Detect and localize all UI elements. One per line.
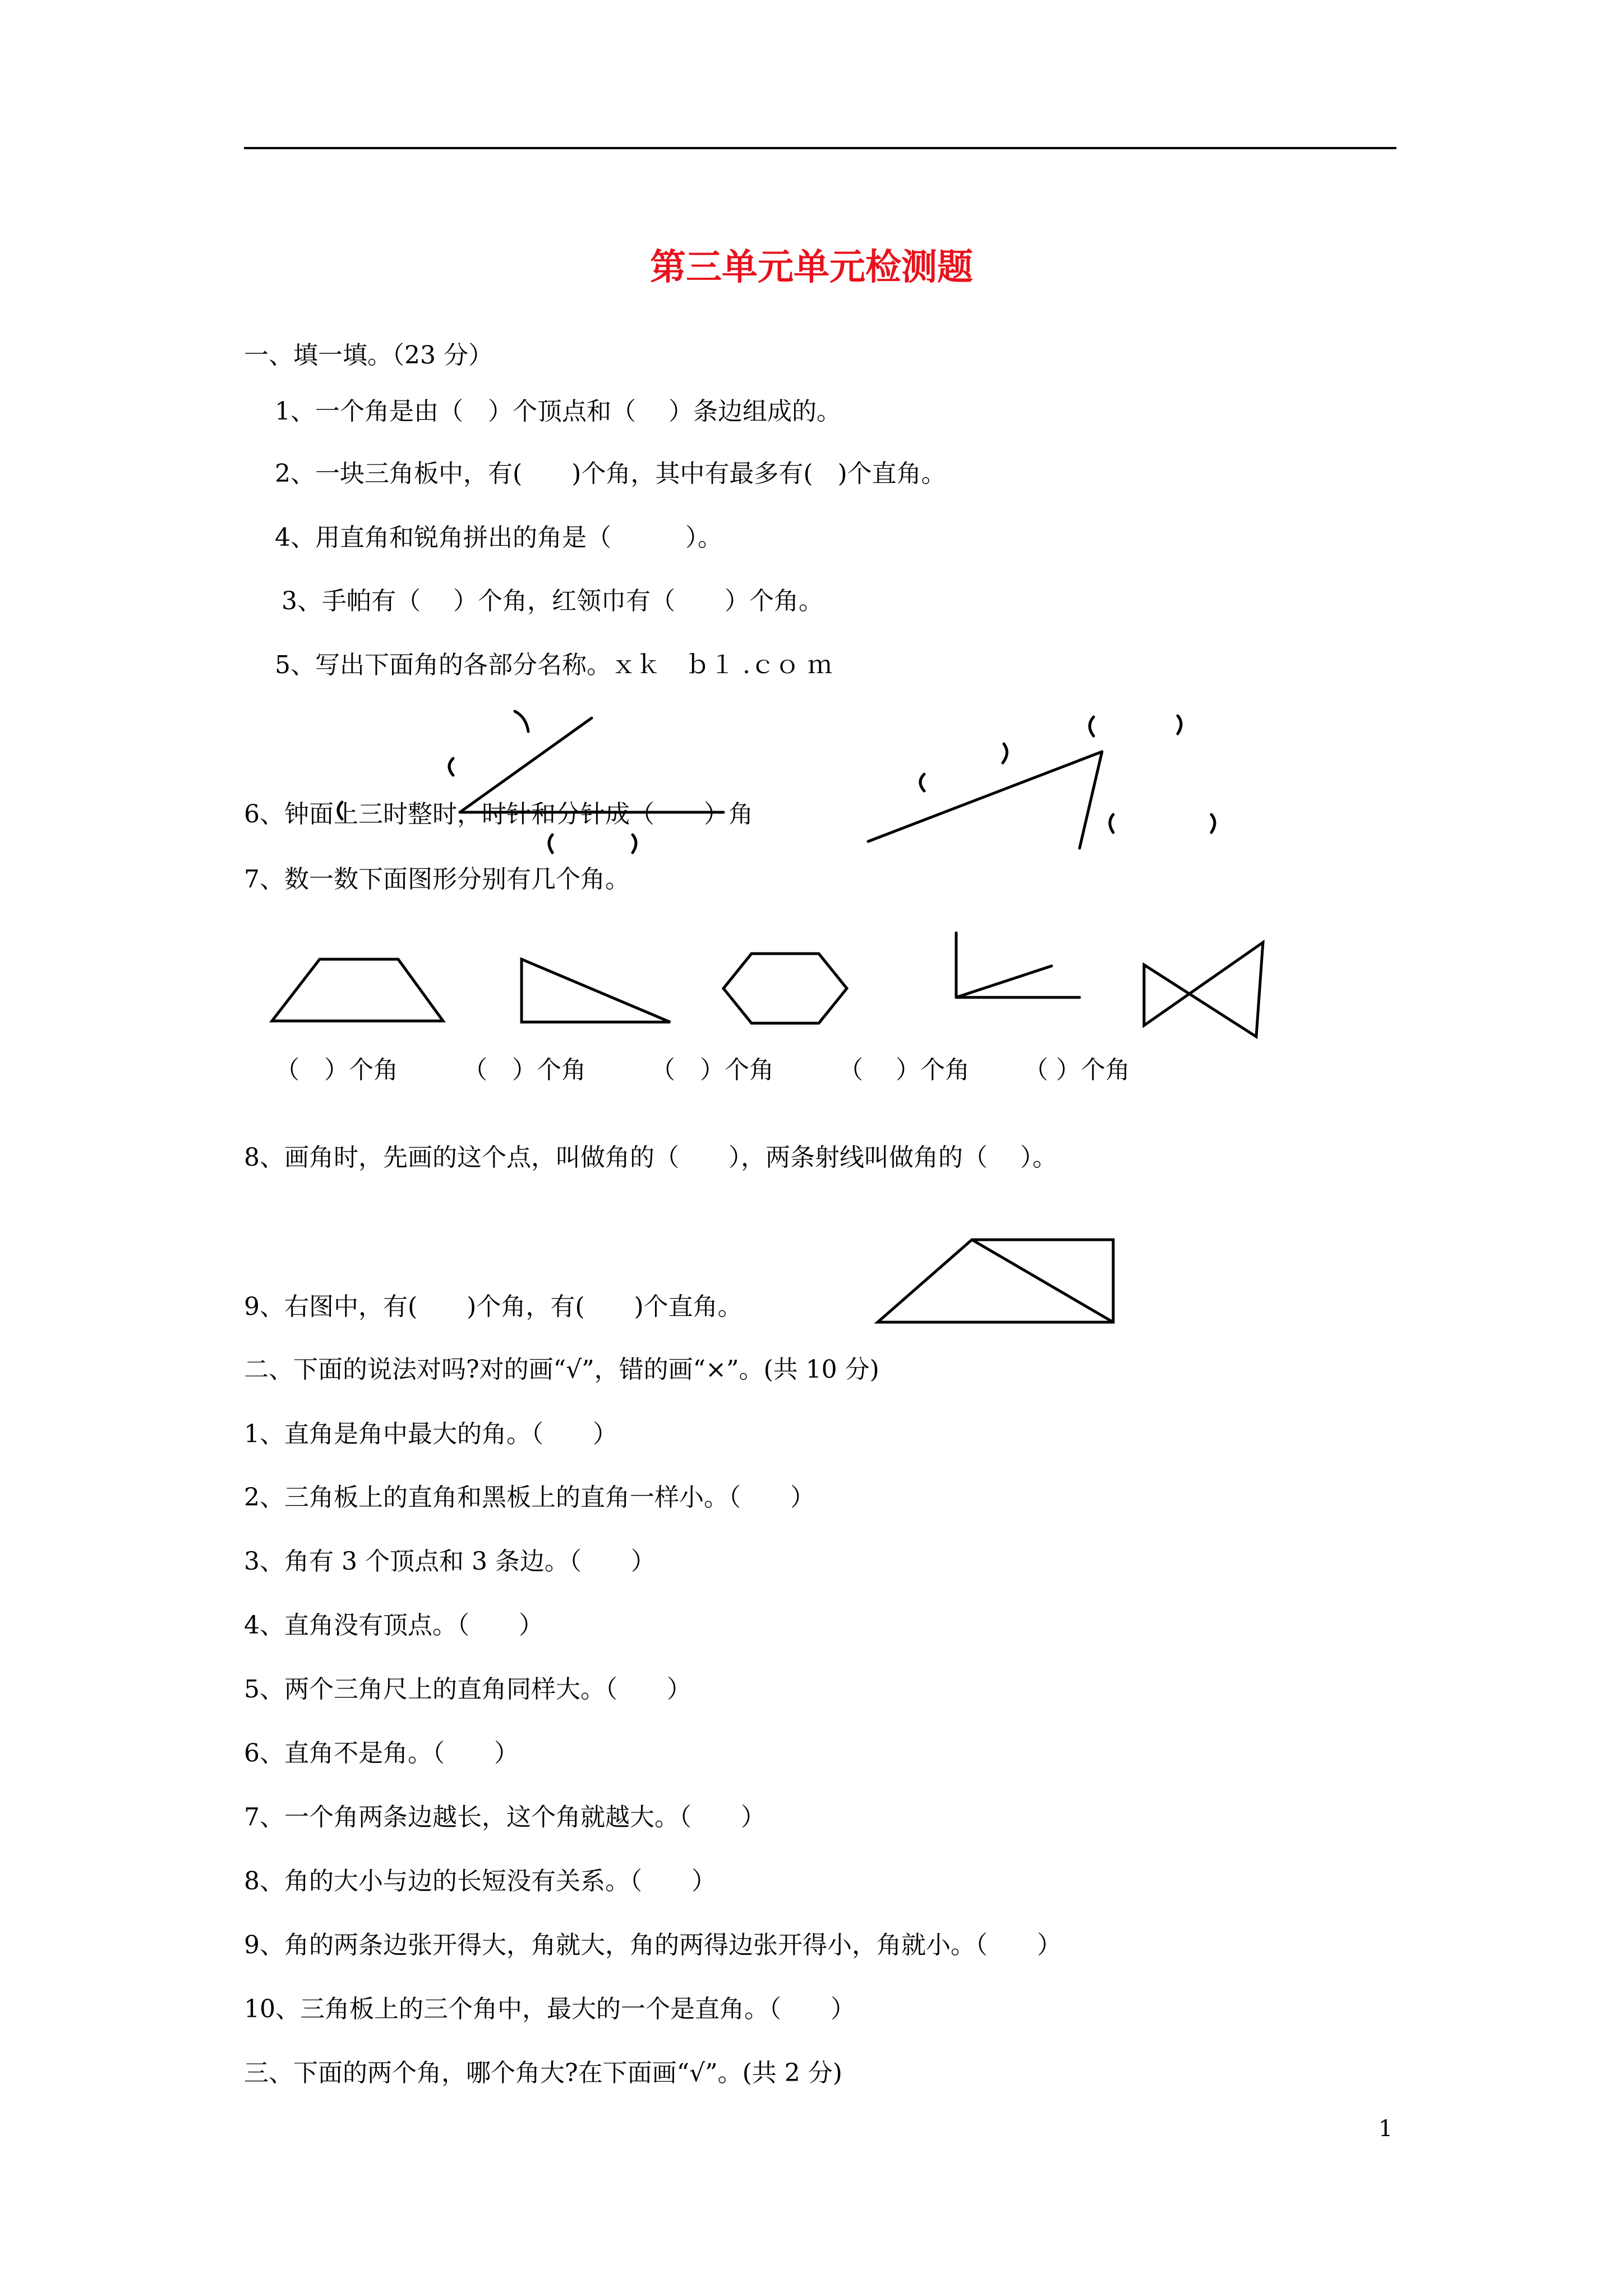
- trapezoid-figure: [878, 1240, 1113, 1322]
- page-title: 第三单元单元检测题: [650, 246, 973, 288]
- judgement-item: 8、角的大小与边的长短没有关系。（ ）: [244, 1867, 716, 1895]
- judgement-item: 9、角的两条边张开得大，角就大，角的两得边张开得小，角就小。（ ）: [244, 1931, 1062, 1959]
- angle-figure-1: [338, 711, 723, 853]
- q7-answer-hexagon: （ ）个角: [651, 1056, 774, 1084]
- question-1-9: 9、右图中，有( )个角，有( )个直角。: [244, 1292, 743, 1321]
- question-1-8: 8、画角时，先画的这个点，叫做角的（ ），两条射线叫做角的（ ）。: [244, 1143, 1057, 1172]
- question-1-3: 3、手帕有（ ）个角，红领巾有（ ）个角。: [282, 587, 823, 615]
- q7-answer-angle: （ ）个角: [838, 1056, 970, 1084]
- judgement-item: 4、直角没有顶点。（ ）: [244, 1611, 543, 1640]
- open-angle-shape: [956, 933, 1080, 997]
- bowtie-shape: [1144, 942, 1263, 1037]
- section1-heading: 一、填一填。（23 分）: [244, 341, 493, 370]
- q7-answer-triangle: （ ）个角: [463, 1056, 586, 1084]
- judgement-item: 2、三角板上的直角和黑板上的直角一样小。（ ）: [244, 1483, 815, 1512]
- section2-heading: 二、下面的说法对吗?对的画“√”，错的画“×”。(共 10 分): [244, 1355, 879, 1384]
- judgement-item: 3、角有 3 个顶点和 3 条边。（ ）: [244, 1547, 656, 1576]
- judgement-item: 1、直角是角中最大的角。（ ）: [244, 1420, 617, 1448]
- judgement-item: 10、三角板上的三个角中，最大的一个是直角。（ ）: [244, 1995, 855, 2023]
- parallelogram-shape: [272, 959, 443, 1021]
- judgement-item: 5、两个三角尺上的直角同样大。（ ）: [244, 1675, 691, 1704]
- q7-answer-parallelogram: （ ）个角: [275, 1056, 398, 1084]
- question-1-5: 5、写出下面角的各部分名称。ｘｋ ｂ１ .ｃｏ ｍ: [275, 651, 832, 679]
- right-triangle-shape: [522, 959, 670, 1022]
- section3-heading: 三、下面的两个角，哪个角大?在下面画“√”。(共 2 分): [244, 2059, 842, 2087]
- judgement-item: 6、直角不是角。（ ）: [244, 1739, 519, 1768]
- angle-figure-2: [868, 716, 1215, 848]
- hexagon-shape: [723, 954, 847, 1023]
- question-1-2: 2、一块三角板中，有( )个角，其中有最多有( )个直角。: [275, 459, 946, 488]
- question-1-6: 6、钟面上三时整时，时针和分针成（ ）角: [244, 800, 753, 829]
- question-1-1: 1、一个角是由（ ）个顶点和（ ）条边组成的。: [275, 397, 841, 426]
- question-1-4: 4、用直角和锐角拼出的角是（ ）。: [275, 523, 722, 552]
- judgement-item: 7、一个角两条边越长，这个角就越大。（ ）: [244, 1803, 766, 1832]
- q7-answer-bowtie: （ ）个角: [1023, 1056, 1130, 1084]
- question-1-7: 7、数一数下面图形分别有几个角。: [244, 865, 630, 894]
- page-number: 1: [1378, 2116, 1393, 2142]
